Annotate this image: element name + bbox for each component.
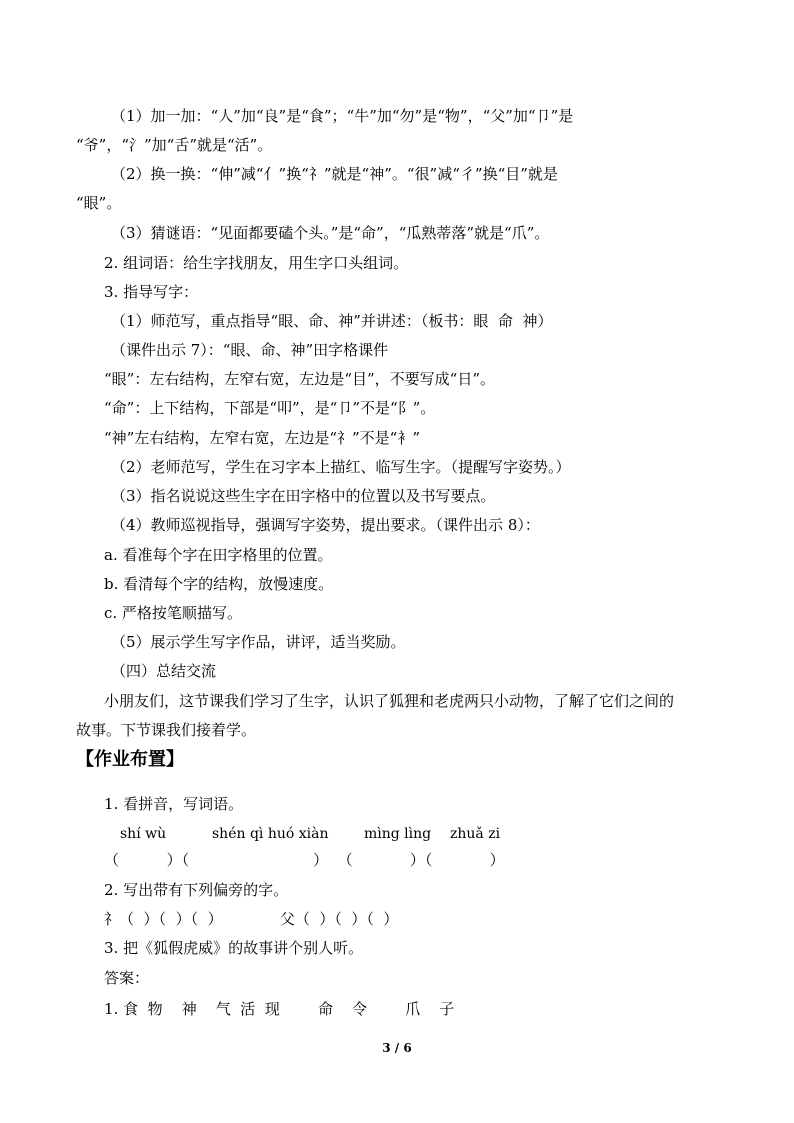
text-line: （4）教师巡视指导，强调写字姿势，提出要求。（课件出示 8）： [111, 516, 540, 534]
pinyin-1: shí wù [120, 826, 167, 842]
pinyin-4: zhuǎ zi [450, 826, 501, 842]
text-line: c. 严格按笔顺描写。 [104, 604, 242, 622]
text-line: “命”：上下结构，下部是“叩”，是“卩”不是“阝”。 [104, 399, 436, 417]
text-line: a. 看准每个字在田字格里的位置。 [104, 546, 333, 564]
pinyin-3: mìng lìng [364, 826, 432, 842]
pinyin-2: shén qì huó xiàn [212, 826, 329, 842]
text-line: 3. 指导写字： [104, 283, 199, 301]
text-line: （1）师范写，重点指导“眼、命、神”并讲述：（板书：眼 命 神） [111, 312, 553, 330]
text-line: 故事。下节课我们接着学。 [76, 721, 257, 739]
homework-question-2: 2. 写出带有下列偏旁的字。 [104, 881, 289, 899]
answer-blanks-row: （ ）（ ） （ ）（ ） [104, 851, 505, 869]
text-line: “神”左右结构，左窄右宽，左边是“礻”不是“衤” [104, 429, 421, 447]
text-line: （课件出示 7）：“眼、命、神”田字格课件 [111, 341, 389, 359]
answer-line: 1. 食 物 神 气 活 现 命 令 爪 子 [104, 1000, 455, 1018]
text-line: “眼”。 [76, 194, 122, 212]
homework-heading: 【作业布置】 [76, 749, 184, 770]
homework-question-3: 3. 把《狐假虎威》的故事讲个别人听。 [104, 939, 364, 957]
text-line: “眼”：左右结构，左窄右宽，左边是“目”，不要写成“日”。 [104, 370, 496, 388]
text-line: 2. 组词语：给生字找朋友，用生字口头组词。 [104, 254, 409, 272]
answer-label: 答案： [104, 969, 150, 987]
radical-blanks-row: 礻（ ）（ ）（ ） 父（ ）（ ）（ ） [104, 910, 399, 928]
text-line: b. 看清每个字的结构，放慢速度。 [104, 575, 334, 593]
page-number: 3 / 6 [382, 1041, 412, 1055]
text-line: （3）猜谜语：“见面都要磕个头。”是“命”，“瓜熟蒂落”就是“爪”。 [111, 224, 550, 242]
text-line: （3）指名说说这些生字在田字格中的位置以及书写要点。 [111, 487, 496, 505]
text-line: （5）展示学生写字作品，讲评，适当奖励。 [111, 633, 406, 651]
text-line: 小朋友们，这节课我们学习了生字，认识了狐狸和老虎两只小动物，了解了它们之间的 [104, 692, 675, 710]
text-line: （四）总结交流 [111, 662, 217, 680]
text-line: （1）加一加：“人”加“良”是“食”；“牛”加“勿”是“物”，“父”加“卩”是 [111, 107, 574, 125]
homework-question-1: 1. 看拼音，写词语。 [104, 795, 244, 813]
text-line: （2）换一换：“伸”减“亻”换“礻”就是“神”。“很”减“彳”换“目”就是 [111, 165, 558, 183]
text-line: “爷”，“氵”加“舌”就是“活”。 [76, 136, 273, 154]
text-line: （2）老师范写，学生在习字本上描红、临写生字。（提醒写字姿势。） [111, 458, 571, 476]
